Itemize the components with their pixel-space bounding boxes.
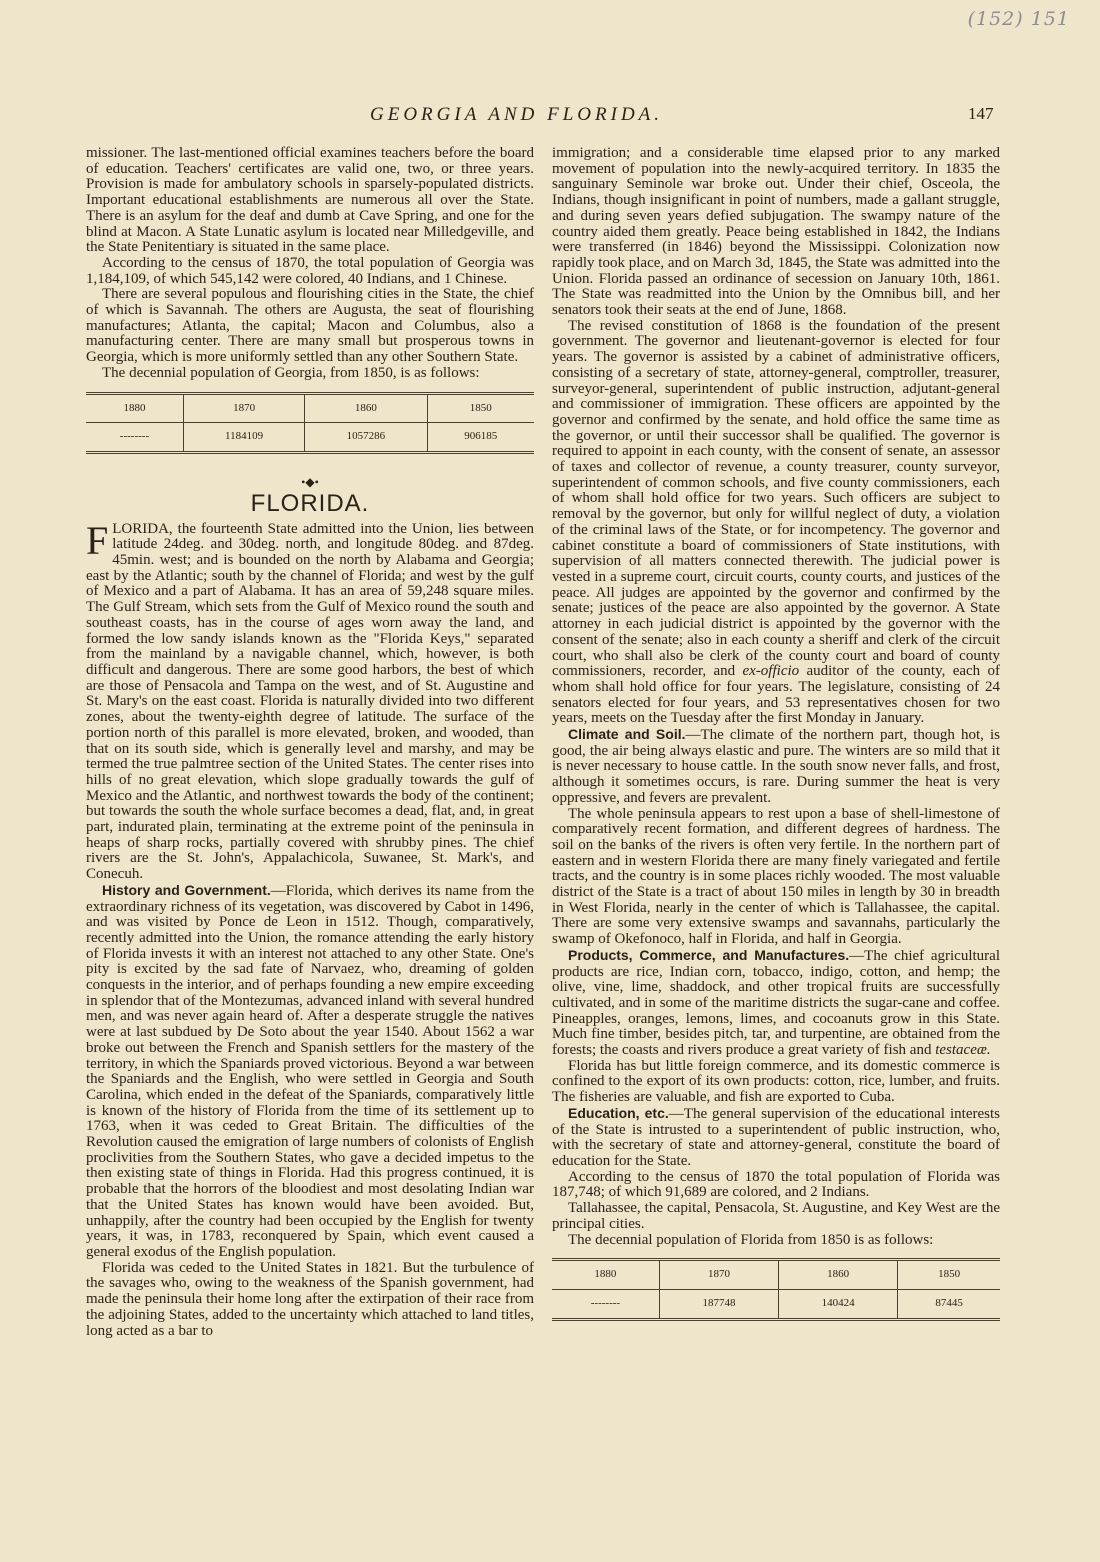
section-ornament: •◆•: [301, 474, 319, 489]
paragraph-florida-intro: [86, 517, 534, 883]
paragraph-text: The revised constitution of 1868 is the foundation of the present government. The governor and lieutenant-governor is elected for four years. The governor is assisted by a cabinet of administrative officers, consisting of a secretary of state, attorney-general, comptroller, treasurer, surveyor-general, superintendent of public instruction, adjutant-general and commissioner of immigration. These officers are appointed by the governor and confirmed by the senate, and hold office the same time as the governor, or until their successor shall be qualified. The governor is required to appoint in each county, with the consent of senate, an assessor of taxes and collector of revenue, a county treasurer, county surveyor, superintendent of common schools, and five county commissioners, each of whom shall hold office for two years. Such officers are subject to removal by the governor, but only for willful neglect of duty, a violation of the criminal laws of the State, or for incompetency. The governor and cabinet constitute a board of commissioners of State institutions, with supervision of all matters connected therewith. The judicial power is vested in a supreme court, circuit courts, county courts, and justices of the peace. All judges are appointed by the governor and confirmed by the senate; justices of the peace are also appointed by the governor. A State attorney in each judicial district is appointed by the governor with the consent of the senate; also in each county a sheriff and clerk of the circuit court, who shall also be clerk of the county court and board of county commissioners, recorder, and: [552, 317, 1000, 680]
table-header-row: [552, 1260, 1000, 1290]
table-cell: 1880: [552, 1260, 659, 1290]
table-row: [552, 1289, 1000, 1319]
italic-term: testaceæ.: [935, 1042, 991, 1059]
table-cell: 1870: [183, 393, 304, 423]
table-cell: 1184109: [183, 423, 304, 453]
section-title-florida: FLORIDA.: [250, 489, 370, 517]
drop-cap: F: [86, 517, 109, 563]
paragraph-products: [552, 948, 1000, 1059]
paragraph-immigration: immigration; and a considerable time elapsed prior to any marked movement of population into the newly-acquired territory. In 1835 the sanguinary Seminole war broke out. Under their chief, Osceola, the Indians, though insignificant in point of numbers, made a gallant struggle, and during seven years defied subjugation. The swampy nature of the country aided them greatly. Peace being established in 1842, the Indians were transferred (in 1846) beyond the Mississippi. Colonization now rapidly took place, and on March 3d, 1845, the State was admitted into the Union. Florida passed an ordinance of secession on January 10th, 1861. The State was readmitted into the Union by the Omnibus bill, and her senators took their seats at the end of June, 1868.: [552, 145, 1000, 319]
page-number: 147: [968, 104, 994, 123]
paragraph-peninsula: The whole peninsula appears to rest upon a base of shell-limestone of comparatively recent formation, and different degrees of hardness. The soil on the banks of the rivers is often very fertile. In the northern part of eastern and in western Florida there are many finely variegated and fertile tracts, and the country is in some places richly wooded. The most valuable district of the State is a tract of about 150 miles in length by 30 in breadth in West Florida, nearly in the center of which is Tallahassee, the capital. There are some very extensive swamps and savannahs, particularly the swamp of Okefonoco, half in Florida, and half in Georgia.: [552, 805, 1000, 948]
florida-population-table: [552, 1258, 1000, 1320]
paragraph-text: LORIDA, the fourteenth State admitted into the Union, lies between latitude 24deg. and 30deg. north, and longitude 80deg. and 87deg. 45min. west; and is bounded on the north by Alabama and Georgia; east by the Atlantic; south by the channel of Florida; and west by the gulf of Mexico and a part of Alabama. It has an area of 59,248 square miles. The Gulf Stream, which sets from the Gulf of Mexico round the south and southeast coasts, has in the course of ages worn away the land, and formed the low sandy islands known as the "Florida Keys," separated from the mainland by a navigable channel, which, however, is both difficult and dangerous. There are some good harbors, the best of which are those of Pensacola and Tampa on the west, and of St. Augustine and St. Mary's on the east coast. Florida is naturally divided into two different zones, about the twenty-eighth degree of latitude. The surface of the portion north of this parallel is more elevated, broken, and wooded, than that on its south side, which is generally level and marshy, and may be termed the true palmtree section of the United States. The center rises into hills of no great elevation, which slope gradually towards the gulf of Mexico and the Atlantic, and northwest towards the body of the continent; but towards the south the whole surface becomes a dead, flat, and, in great part, indurated plain, terminating at the extreme point of the peninsula in heaps of sharp rocks, partially covered with shrubby pines. The chief rivers are the St. John's, Appalachicola, Suwanee, St. Mark's, and Conecuh.: [86, 520, 534, 883]
paragraph-text: —The climate of the northern part, though hot, is good, the air being always elastic and pure. The winters are so mild that it is never necessary to house cattle. In the south snow never falls, and frost, although it sometimes occurs, is rare. During summer the heat is very oppressive, and fevers are prevalent.: [552, 727, 1000, 806]
paragraph-ceded: Florida was ceded to the United States in 1821. But the turbulence of the savages who, owing to the weakness of the Spanish government, had made the peninsula their home long after the extirpation of their race from the adjoining States, added to the uncertainty which attached to land titles, long acted as a bar to: [86, 1259, 534, 1339]
paragraph-education: [552, 1106, 1000, 1170]
paragraph-constitution: [552, 319, 1000, 727]
paragraph-georgia-decennial: The decennial population of Georgia, from 1850, is as follows:: [102, 364, 480, 381]
table-cell: 1850: [427, 393, 534, 423]
table-cell: --------: [86, 423, 183, 453]
paragraph-text: —The chief agricultural products are rice, Indian corn, tobacco, indigo, cotton, and hemp; the olive, vine, lime, shaddock, and other tropical fruits are successfully cultivated, and in some of the maritime districts the sugar-cane and coffee. Pineapples, oranges, lemons, limes, and cocoanuts grow in this State. Much fine timber, besides pitch, tar, and turpentine, are obtained from the forests; the coasts and rivers produce a great variety of fish and: [552, 947, 1000, 1059]
run-in-heading: Products, Commerce, and Manufactures.: [568, 946, 850, 963]
paragraph-florida-decennial: The decennial population of Florida from 1850 is as follows:: [568, 1231, 934, 1248]
table-cell: 140424: [779, 1289, 898, 1319]
table-cell: --------: [552, 1289, 659, 1319]
paragraph-history: [86, 883, 534, 1261]
table-cell: 1057286: [305, 423, 427, 453]
paragraph-climate: [552, 727, 1000, 807]
table-cell: 1870: [659, 1260, 778, 1290]
paragraph-commerce: Florida has but little foreign commerce, and its domestic commerce is confined to the export of its own products: cotton, rice, lumber, and fruits. The fisheries are valuable, and fish are exported to Cuba.: [552, 1057, 1000, 1106]
run-in-heading: Climate and Soil.: [568, 726, 686, 743]
paragraph-florida-cities: Tallahassee, the capital, Pensacola, St. Augustine, and Key West are the principal cities.: [552, 1200, 1000, 1232]
table-header-row: [86, 393, 534, 423]
paragraph-text: auditor of the county, each of whom shall hold office for four years. The legislature, consisting of 24 senators elected for four years, and 53 representatives chosen for two years, meets on the Tuesday after the first Monday in January.: [552, 663, 1000, 727]
paragraph-text: —The general supervision of the educational interests of the State is intrusted to a superintendent of public instruction, who, with the secretary of state and attorney-general, constitute the board of education for the State.: [552, 1105, 1001, 1169]
table-cell: 1880: [86, 393, 183, 423]
run-in-heading: Education, etc.: [568, 1104, 669, 1121]
table-cell: 1860: [305, 393, 427, 423]
right-column: [552, 146, 1000, 1327]
table-cell: 906185: [427, 423, 534, 453]
paragraph-georgia-census: According to the census of 1870, the total population of Georgia was 1,184,109, of which 545,142 were colored, 40 Indians, and 1 Chinese.: [86, 254, 534, 287]
georgia-population-table: [86, 392, 534, 454]
paragraph-text: —Florida, which derives its name from the extraordinary richness of its vegetation, was discovered by Cabot in 1496, and was visited by Ponce de Leon in 1512. Though, comparatively, recently admitted into the Union, the romance attending the early history of Florida invests it with an interest not attached to any other State. One's pity is excited by the sad fate of Narvaez, who, dreaming of golden conquests in the interior, and of perhaps founding a new empire exceeding in splendor that of the Montezumas, advanced inland with several hundred men, and was never again heard of. After a desperate struggle the natives were at last subdued by De Soto about the year 1540. About 1562 a war broke out between the French and Spanish settlers for the mastery of the territory, in which the Spaniards proved victorious. Beyond a war between the Spaniards and the English, who were settled in Georgia and South Carolina, which ended in the defeat of the Spaniards, comparatively little is known of the history of Florida from the time of its settlement up to 1763, when it was ceded to Great Britain. The difficulties of the Revolution caused the emigration of large numbers of colonists of English proclivities from the Southern States, who gave a decided impetus to the then existing state of things in Florida. Had this progress continued, it is probable that the horrors of the bloodiest and most desolating Indian war that the United States has known would have been avoided. But, unhappily, after the country had been occupied by the English for twenty years, it was, in 1783, reconquered by Spain, which event caused a general exodus of the English population.: [86, 882, 534, 1260]
table-cell: 1850: [898, 1260, 1000, 1290]
page-title: GEORGIA AND FLORIDA.: [370, 104, 664, 125]
handwritten-page-note: (152) 151: [967, 8, 1070, 30]
italic-term: ex-officio: [742, 663, 800, 680]
table-cell: 87445: [898, 1289, 1000, 1319]
left-column: [86, 146, 534, 1339]
table-cell: 187748: [659, 1289, 778, 1319]
running-header: [0, 104, 1100, 132]
run-in-heading: History and Government.: [102, 881, 271, 898]
table-cell: 1860: [779, 1260, 898, 1290]
paragraph-florida-census: According to the census of 1870 the total population of Florida was 187,748; of which 91,689 are colored, and 2 Indians.: [552, 1168, 1000, 1201]
paragraph-education-cont: missioner. The last-mentioned official examines teachers before the board of education. Teachers' certificates are valid one, two, or three years. Provision is made for ambulatory schools in sparsely-populated districts. Important educational establishments are numerous all over the State. There is an asylum for the deaf and dumb at Cave Spring, and one for the blind at Macon. A State Lunatic asylum is located near Milledgeville, and the State Penitentiary is situated in the same place.: [86, 145, 534, 256]
table-row: [86, 423, 534, 453]
paragraph-georgia-cities: There are several populous and flourishing cities in the State, the chief of which is Savannah. The others are Augusta, the seat of flourishing manufactures; Atlanta, the capital; Macon and Columbus, also a manufacturing center. There are many small but prosperous towns in Georgia, which is more uniformly settled than any other Southern State.: [86, 286, 534, 366]
